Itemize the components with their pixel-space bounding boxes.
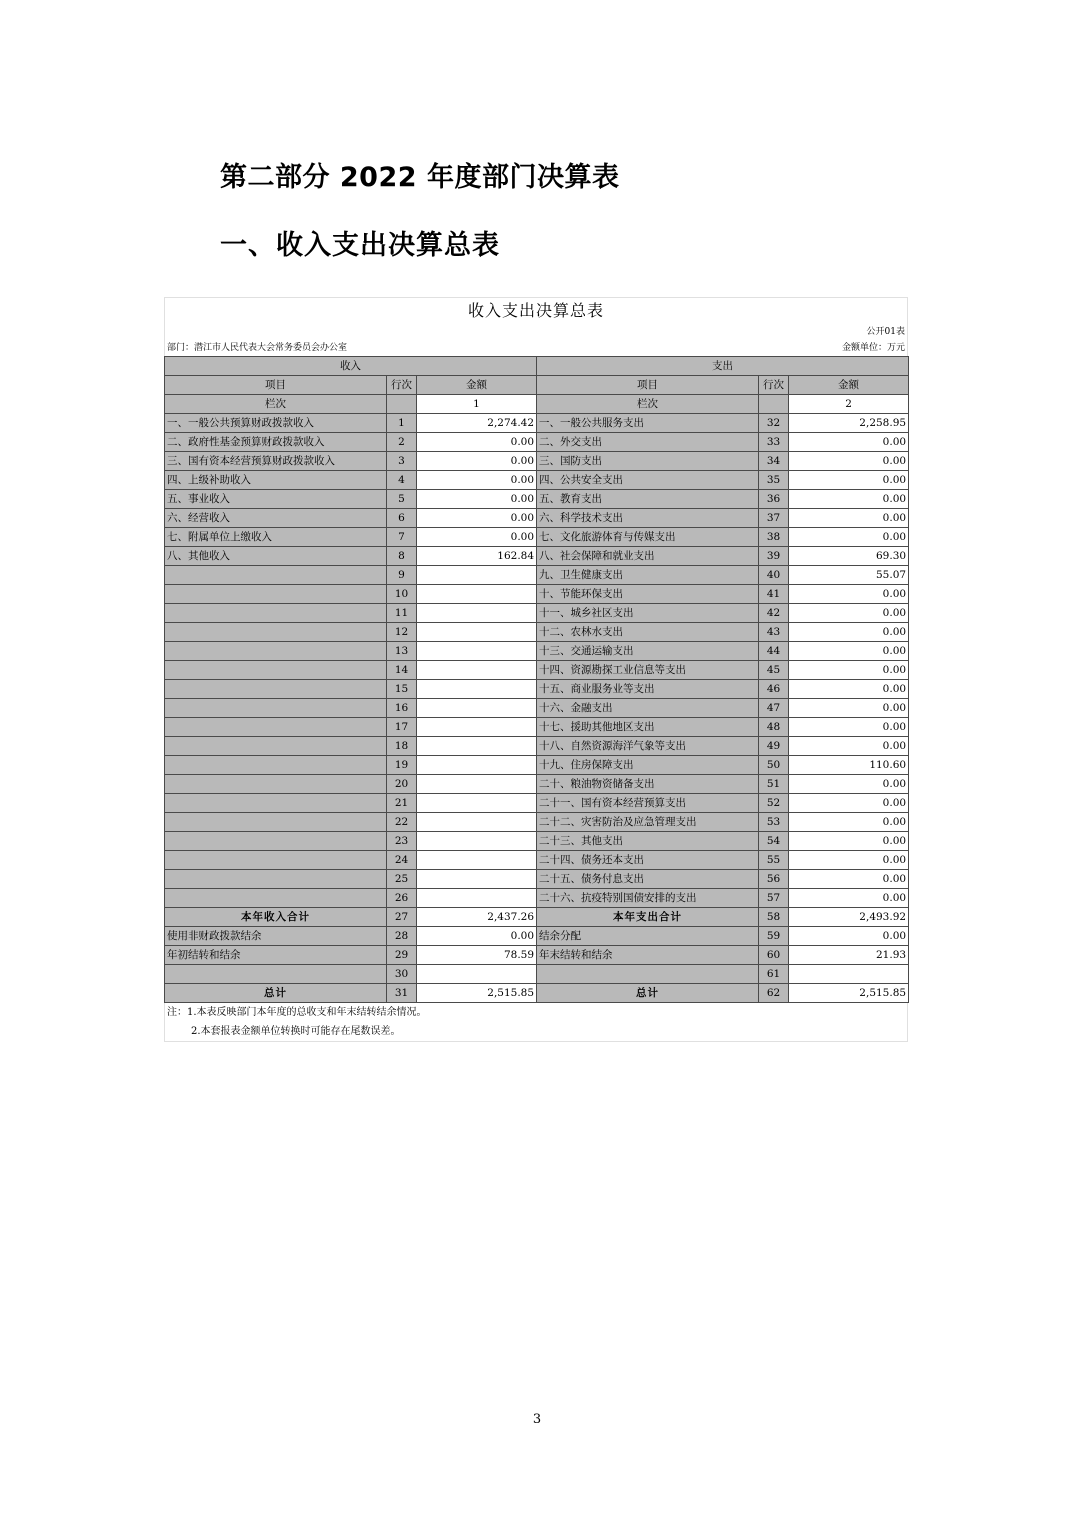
expense-line-no: 55 [759,851,789,870]
income-line-no: 12 [387,623,417,642]
income-amount [417,566,537,585]
expense-line-no: 53 [759,813,789,832]
income-summary-amount: 0.00 [417,927,537,946]
expense-line-no: 56 [759,870,789,889]
income-line-no: 2 [387,433,417,452]
expense-item: 十九、住房保障支出 [537,756,759,775]
form-number: 公开01表 [866,327,905,337]
income-line-no: 24 [387,851,417,870]
income-amount [417,851,537,870]
income-summary-item: 年初结转和结余 [165,946,387,965]
income-line-no: 5 [387,490,417,509]
amount-unit: 金额单位：万元 [841,343,905,353]
income-summary-amount: 78.59 [417,946,537,965]
income-summary-line-no: 31 [387,984,417,1003]
expense-line-no: 48 [759,718,789,737]
income-item [165,566,387,585]
data-grid [164,356,909,1003]
income-line-no: 4 [387,471,417,490]
income-amount [417,642,537,661]
expense-amount: 0.00 [789,737,909,756]
expense-amount: 0.00 [789,433,909,452]
expense-line-no: 43 [759,623,789,642]
expense-item: 四、公共安全支出 [537,471,759,490]
expense-line-no: 39 [759,547,789,566]
income-line-no: 7 [387,528,417,547]
expense-amount: 0.00 [789,452,909,471]
expense-amount: 0.00 [789,490,909,509]
expense-item: 十二、农林水支出 [537,623,759,642]
table-row [165,756,909,775]
summary-row [165,927,909,946]
expense-summary-amount: 21.93 [789,946,909,965]
expense-item: 八、社会保障和就业支出 [537,547,759,566]
income-line-no: 20 [387,775,417,794]
expense-amount: 0.00 [789,661,909,680]
expense-amount: 0.00 [789,509,909,528]
expense-summary-line-no: 60 [759,946,789,965]
income-amount [417,794,537,813]
income-item [165,604,387,623]
table-row [165,642,909,661]
expense-header: 支出 [537,357,909,376]
income-summary-amount [417,965,537,984]
expense-summary-amount: 2,493.92 [789,908,909,927]
income-line-no: 18 [387,737,417,756]
income-item [165,889,387,908]
table-row [165,471,909,490]
income-item: 六、经营收入 [165,509,387,528]
table-row [165,490,909,509]
income-amount: 0.00 [417,433,537,452]
expense-amount: 0.00 [789,528,909,547]
expense-amount: 0.00 [789,775,909,794]
expense-amount: 0.00 [789,642,909,661]
income-item [165,661,387,680]
expense-line-no: 46 [759,680,789,699]
expense-summary-item [537,965,759,984]
table-row [165,414,909,433]
expense-summary-line-no: 58 [759,908,789,927]
income-amount: 0.00 [417,509,537,528]
expense-amount: 0.00 [789,851,909,870]
income-column-label-line [387,395,417,414]
income-column-number: 1 [417,395,537,414]
income-line-no: 8 [387,547,417,566]
income-amount [417,775,537,794]
income-line-no: 9 [387,566,417,585]
table-row [165,870,909,889]
table-row [165,566,909,585]
expense-amount: 0.00 [789,889,909,908]
table-row [165,585,909,604]
income-amount [417,604,537,623]
department: 部门：潜江市人民代表大会常务委员会办公室 [167,343,348,353]
income-item [165,832,387,851]
expense-item: 五、教育支出 [537,490,759,509]
section-heading: 一、收入支出决算总表 [220,230,500,261]
income-summary-line-no: 29 [387,946,417,965]
income-amount: 0.00 [417,452,537,471]
summary-row [165,908,909,927]
income-line-no: 16 [387,699,417,718]
income-item: 二、政府性基金预算财政拨款收入 [165,433,387,452]
expense-summary-line-no: 62 [759,984,789,1003]
expense-line-no: 49 [759,737,789,756]
expense-amount: 0.00 [789,623,909,642]
summary-row [165,984,909,1003]
expense-item: 一、一般公共服务支出 [537,414,759,433]
income-amount [417,623,537,642]
table-row [165,718,909,737]
expense-amount: 0.00 [789,680,909,699]
income-summary-item [165,965,387,984]
expense-amount: 2,258.95 [789,414,909,433]
expense-item: 二十三、其他支出 [537,832,759,851]
income-amount [417,718,537,737]
table-row [165,851,909,870]
expense-amount: 0.00 [789,870,909,889]
income-item: 五、事业收入 [165,490,387,509]
income-line-no: 19 [387,756,417,775]
income-item: 四、上级补助收入 [165,471,387,490]
expense-amount: 110.60 [789,756,909,775]
expense-item: 七、文化旅游体育与传媒支出 [537,528,759,547]
income-line-no: 13 [387,642,417,661]
income-item [165,642,387,661]
expense-item: 二十六、抗疫特别国债安排的支出 [537,889,759,908]
income-amount [417,813,537,832]
income-item [165,870,387,889]
expense-line-no: 50 [759,756,789,775]
income-line-no: 21 [387,794,417,813]
income-line-no: 11 [387,604,417,623]
income-item [165,813,387,832]
income-item [165,794,387,813]
expense-line-no: 44 [759,642,789,661]
income-item [165,775,387,794]
income-header: 收入 [165,357,537,376]
expense-line-no: 35 [759,471,789,490]
expense-amount: 0.00 [789,718,909,737]
income-amount [417,889,537,908]
expense-amount: 69.30 [789,547,909,566]
expense-item: 十三、交通运输支出 [537,642,759,661]
expense-line-no: 51 [759,775,789,794]
income-amount [417,756,537,775]
income-line-no: 17 [387,718,417,737]
income-amount-header: 金额 [417,376,537,395]
table-row [165,604,909,623]
table-notes [164,1003,908,1042]
expense-item: 九、卫生健康支出 [537,566,759,585]
expense-summary-item: 年末结转和结余 [537,946,759,965]
income-line-no: 23 [387,832,417,851]
income-amount [417,832,537,851]
expense-item: 二十一、国有资本经营预算支出 [537,794,759,813]
expense-summary-amount [789,965,909,984]
expense-summary-line-no: 59 [759,927,789,946]
income-item [165,718,387,737]
expense-line-header: 行次 [759,376,789,395]
income-item [165,699,387,718]
expense-line-no: 47 [759,699,789,718]
income-item [165,756,387,775]
income-column-label: 栏次 [165,395,387,414]
income-line-no: 1 [387,414,417,433]
expense-line-no: 32 [759,414,789,433]
income-item: 八、其他收入 [165,547,387,566]
income-summary-item: 本年收入合计 [165,908,387,927]
expense-item-header: 项目 [537,376,759,395]
expense-amount: 0.00 [789,471,909,490]
income-amount [417,737,537,756]
income-expense-table [164,297,908,1042]
note-2: 2.本套报表金额单位转换时可能存在尾数误差。 [191,1026,401,1037]
table-row [165,813,909,832]
form-number-line [164,324,908,340]
table-row [165,699,909,718]
expense-summary-line-no: 61 [759,965,789,984]
income-summary-item: 总计 [165,984,387,1003]
income-amount [417,585,537,604]
expense-item: 二十五、债务付息支出 [537,870,759,889]
expense-line-no: 42 [759,604,789,623]
income-item: 三、国有资本经营预算财政拨款收入 [165,452,387,471]
expense-item: 二十四、债务还本支出 [537,851,759,870]
income-amount: 0.00 [417,528,537,547]
table-row [165,794,909,813]
income-line-no: 14 [387,661,417,680]
table-row [165,661,909,680]
income-amount [417,699,537,718]
expense-item: 十八、自然资源海洋气象等支出 [537,737,759,756]
page-number: 3 [532,1412,542,1427]
expense-line-no: 38 [759,528,789,547]
expense-summary-item: 总计 [537,984,759,1003]
income-line-no: 22 [387,813,417,832]
expense-amount: 0.00 [789,794,909,813]
expense-line-no: 33 [759,433,789,452]
income-item [165,623,387,642]
summary-row [165,965,909,984]
part-heading: 第二部分 2022 年度部门决算表 [220,162,620,193]
department-line [164,340,908,356]
table-row [165,547,909,566]
expense-amount: 0.00 [789,585,909,604]
income-summary-line-no: 30 [387,965,417,984]
income-line-no: 3 [387,452,417,471]
expense-line-no: 34 [759,452,789,471]
expense-summary-amount: 2,515.85 [789,984,909,1003]
expense-line-no: 45 [759,661,789,680]
expense-item: 二十二、灾害防治及应急管理支出 [537,813,759,832]
income-summary-amount: 2,515.85 [417,984,537,1003]
income-item: 七、附属单位上缴收入 [165,528,387,547]
expense-column-label: 栏次 [537,395,759,414]
expense-line-no: 40 [759,566,789,585]
table-row [165,775,909,794]
note-1: 注：1.本表反映部门本年度的总收支和年末结转结余情况。 [167,1007,427,1018]
expense-item: 十一、城乡社区支出 [537,604,759,623]
expense-item: 十七、援助其他地区支出 [537,718,759,737]
table-row [165,737,909,756]
expense-column-label-line [759,395,789,414]
expense-amount: 0.00 [789,699,909,718]
income-item [165,585,387,604]
income-line-no: 6 [387,509,417,528]
income-amount: 0.00 [417,471,537,490]
table-row [165,452,909,471]
income-line-no: 25 [387,870,417,889]
expense-line-no: 52 [759,794,789,813]
expense-summary-item: 本年支出合计 [537,908,759,927]
expense-amount: 0.00 [789,813,909,832]
expense-item: 三、国防支出 [537,452,759,471]
income-summary-item: 使用非财政拨款结余 [165,927,387,946]
table-row [165,433,909,452]
income-summary-amount: 2,437.26 [417,908,537,927]
income-amount [417,661,537,680]
expense-item: 十四、资源勘探工业信息等支出 [537,661,759,680]
expense-item: 十六、金融支出 [537,699,759,718]
income-amount: 162.84 [417,547,537,566]
expense-item: 十、节能环保支出 [537,585,759,604]
income-line-no: 15 [387,680,417,699]
table-row [165,680,909,699]
income-amount: 0.00 [417,490,537,509]
expense-line-no: 41 [759,585,789,604]
expense-item: 二、外交支出 [537,433,759,452]
table-title: 收入支出决算总表 [164,297,908,324]
income-line-no: 10 [387,585,417,604]
expense-item: 十五、商业服务业等支出 [537,680,759,699]
income-amount [417,680,537,699]
income-line-no: 26 [387,889,417,908]
expense-amount: 0.00 [789,604,909,623]
table-row [165,889,909,908]
expense-column-number: 2 [789,395,909,414]
table-row [165,528,909,547]
table-row [165,509,909,528]
summary-row [165,946,909,965]
expense-line-no: 57 [759,889,789,908]
expense-item: 六、科学技术支出 [537,509,759,528]
table-row [165,832,909,851]
income-item-header: 项目 [165,376,387,395]
income-item [165,737,387,756]
income-amount: 2,274.42 [417,414,537,433]
expense-line-no: 36 [759,490,789,509]
expense-summary-amount: 0.00 [789,927,909,946]
income-item: 一、一般公共预算财政拨款收入 [165,414,387,433]
income-item [165,680,387,699]
income-line-header: 行次 [387,376,417,395]
expense-amount: 0.00 [789,832,909,851]
income-summary-line-no: 27 [387,908,417,927]
expense-line-no: 37 [759,509,789,528]
income-item [165,851,387,870]
expense-line-no: 54 [759,832,789,851]
table-row [165,623,909,642]
expense-amount: 55.07 [789,566,909,585]
income-summary-line-no: 28 [387,927,417,946]
expense-summary-item: 结余分配 [537,927,759,946]
expense-amount-header: 金额 [789,376,909,395]
expense-item: 二十、粮油物资储备支出 [537,775,759,794]
income-amount [417,870,537,889]
